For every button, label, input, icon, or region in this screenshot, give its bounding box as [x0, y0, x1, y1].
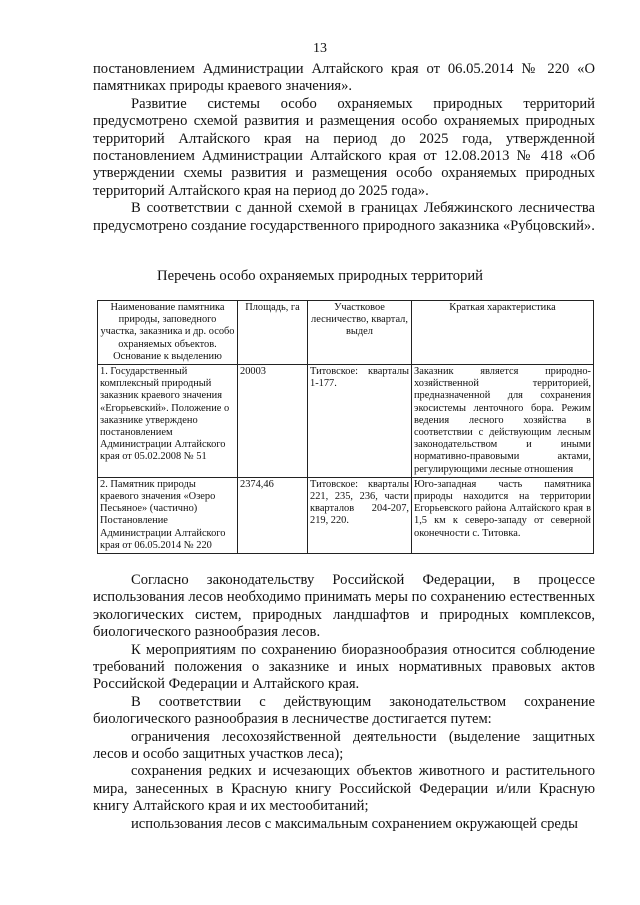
cell-area: 20003: [238, 365, 308, 478]
column-header-description: Краткая характеристика: [412, 301, 594, 365]
cell-location: Титовское: кварталы 1-177.: [308, 365, 412, 478]
paragraph: К мероприятиям по сохранению биоразнообразия относится соблюдение требований положения о заказнике и иных нормативных правовых актов Российской Федерации и Алтайского края.: [93, 641, 595, 693]
paragraph: В соответствии с действующим законодательством сохранение биологического разнообразия в лесничестве достигается путем:: [93, 693, 595, 728]
table-header-row: [98, 301, 594, 365]
protected-areas-table: [97, 300, 594, 554]
paragraph: ограничения лесохозяйственной деятельности (выделение защитных лесов и особо защитных участков леса);: [93, 728, 595, 763]
cell-location: Титовское: кварталы 221, 235, 236, части кварталов 204-207, 219, 220.: [308, 477, 412, 553]
column-header-location: Участковое лесничество, квартал, выдел: [308, 301, 412, 365]
cell-name: 2. Памятник природы краевого значения «Озеро Песьяное» (частично) Постановление Администрации Алтайского края от 06.05.2014 № 220: [98, 477, 238, 553]
table-row: [98, 365, 594, 478]
cell-area: 2374,46: [238, 477, 308, 553]
cell-description: Заказник является природно-хозяйственной территорией, предназначенной для сохранения экосистемы ленточного бора. Режим ведения лесного хозяйства в соответствии с действующим лесным законодательством и иными нормативно-правовыми актами, регулирующими лесные отношения: [412, 365, 594, 478]
paragraph: Развитие системы особо охраняемых природных территорий предусмотрено схемой развития и размещения особо охраняемых природных территорий Алтайского края на период до 2025 года, утвержденной постановлением Администрации Алтайского края от 12.08.2013 № 418 «Об утверждении схемы развития и размещения особо охраняемых природных территорий Алтайского края на период до 2025 года».: [93, 95, 595, 199]
paragraph: постановлением Администрации Алтайского края от 06.05.2014 № 220 «О памятниках природы краевого значения».: [93, 61, 595, 95]
table-title: Перечень особо охраняемых природных территорий: [157, 268, 483, 284]
paragraph: Согласно законодательству Российской Федерации, в процессе использования лесов необходимо принимать меры по сохранению естественных экологических систем, природных ландшафтов и природных комплексов, биологического разнообразия лесов.: [93, 572, 595, 641]
paragraph: сохранения редких и исчезающих объектов животного и растительного мира, занесенных в Красную книгу Российской Федерации и/или Красную книгу Алтайского края и их местообитаний;: [93, 763, 595, 815]
bottom-text-block: [93, 572, 595, 833]
top-text-block: [93, 61, 595, 235]
page-number: 13: [313, 41, 327, 56]
column-header-name: Наименование памятника природы, заповедного участка, заказника и др. особо охраняемых объектов. Основание к выделению: [98, 301, 238, 365]
paragraph: использования лесов с максимальным сохранением окружающей среды: [131, 815, 578, 832]
table-row: [98, 477, 594, 553]
paragraph: В соответствии с данной схемой в границах Лебяжинского лесничества предусмотрено создание государственного природного заказника «Рубцовский».: [93, 200, 595, 234]
column-header-area: Площадь, га: [238, 301, 308, 365]
cell-name: 1. Государственный комплексный природный заказник краевого значения «Егорьевский». Положение о заказнике утверждено постановлением Администрации Алтайского края от 05.02.2008 № 51: [98, 365, 238, 478]
cell-description: Юго-западная часть памятника природы находится на территории Егорьевского района Алтайского края в 1,5 км к северо-западу от северной оконечности с. Титовка.: [412, 477, 594, 553]
